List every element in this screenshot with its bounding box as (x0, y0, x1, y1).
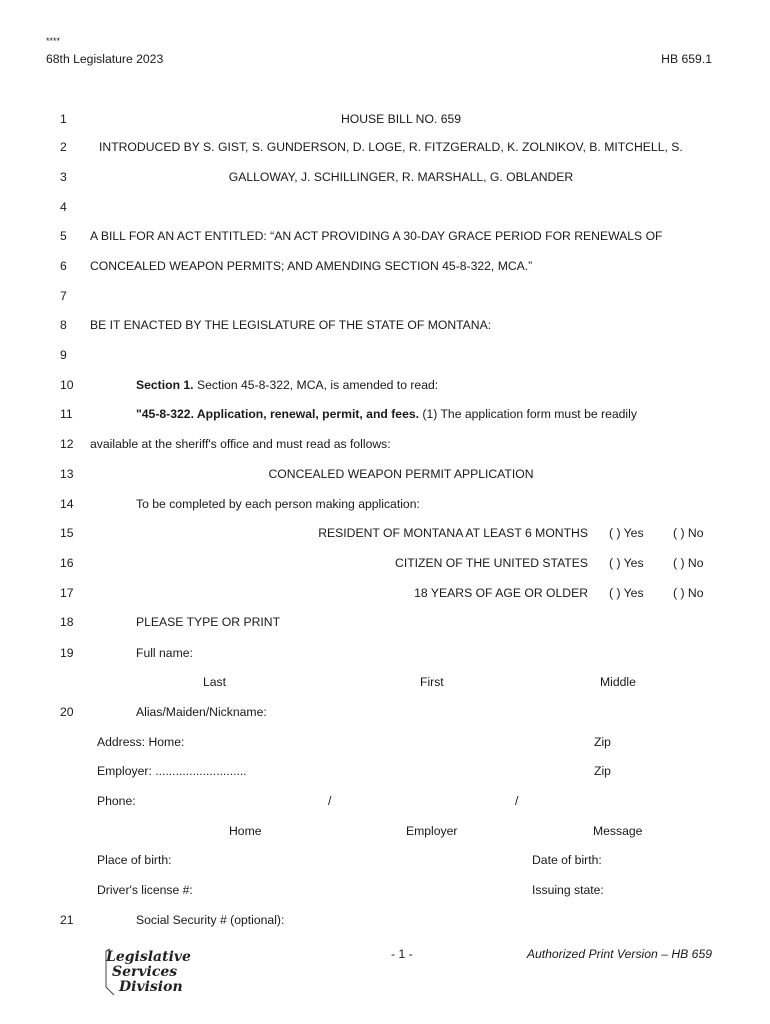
act-title-line-1: A BILL FOR AN ACT ENTITLED: “AN ACT PROVIDING A 30-DAY GRACE PERIOD FOR RENEWALS OF (90, 229, 663, 243)
issuing-state-label: Issuing state: (532, 883, 604, 897)
statute-text: (1) The application form must be readily (419, 407, 637, 421)
phone-message-label: Message (593, 824, 643, 838)
print-version-label: Authorized Print Version – HB 659 (526, 947, 712, 961)
sponsors-line-2: GALLOWAY, J. SCHILLINGER, R. MARSHALL, G. OBLANDER (228, 170, 574, 184)
act-title-line-2: CONCEALED WEAPON PERMITS; AND AMENDING SECTION 45-8-322, MCA.” (90, 259, 533, 273)
age-yes-option: ( ) Yes (609, 586, 644, 600)
line-number: 16 (60, 556, 74, 570)
name-middle-label: Middle (600, 675, 636, 689)
phone-separator: / (328, 794, 332, 808)
legislative-services-logo (100, 947, 190, 999)
statute-heading (136, 407, 637, 421)
line-number: 6 (60, 259, 67, 273)
citizen-no-option: ( ) No (673, 556, 704, 570)
question-citizen: CITIZEN OF THE UNITED STATES (395, 556, 588, 570)
employer-zip-label: Zip (594, 764, 611, 778)
alias-label: Alias/Maiden/Nickname: (136, 705, 267, 719)
line-number: 9 (60, 348, 67, 362)
print-note: PLEASE TYPE OR PRINT (136, 615, 281, 629)
line-number: 1 (60, 112, 67, 126)
ssn-label: Social Security # (optional): (136, 913, 285, 927)
full-name-label: Full name: (136, 646, 193, 660)
line-number: 2 (60, 140, 67, 154)
citizen-yes-option: ( ) Yes (609, 556, 644, 570)
line-number: 4 (60, 200, 67, 214)
address-zip-label: Zip (594, 735, 611, 749)
age-no-option: ( ) No (673, 586, 704, 600)
line-number: 10 (60, 378, 74, 392)
line-number: 18 (60, 615, 74, 629)
phone-separator: / (515, 794, 519, 808)
line-number: 8 (60, 318, 67, 332)
form-heading: CONCEALED WEAPON PERMIT APPLICATION (268, 467, 534, 481)
phone-label: Phone: (97, 794, 136, 808)
line-number: 7 (60, 289, 67, 303)
logo-line-legislative: Legislative (106, 949, 191, 965)
section-text: Section 45-8-322, MCA, is amended to read: (193, 378, 439, 392)
drivers-license-label: Driver's license #: (97, 883, 193, 897)
phone-employer-label: Employer (406, 824, 458, 838)
line-number: 3 (60, 170, 67, 184)
line-number: 12 (60, 437, 74, 451)
enacting-clause: BE IT ENACTED BY THE LEGISLATURE OF THE STATE OF MONTANA: (90, 318, 492, 332)
line-number: 20 (60, 705, 74, 719)
date-of-birth-label: Date of birth: (532, 853, 602, 867)
bill-title: HOUSE BILL NO. 659 (340, 112, 462, 126)
sponsors-line-1: INTRODUCED BY S. GIST, S. GUNDERSON, D. LOGE, R. FITZGERALD, K. ZOLNIKOV, B. MITCHELL, S. (99, 140, 683, 154)
resident-yes-option: ( ) Yes (609, 526, 644, 540)
logo-line-division: Division (119, 979, 183, 995)
session-label: 68th Legislature 2023 (46, 52, 164, 66)
line-number: 19 (60, 646, 74, 660)
line-number: 15 (60, 526, 74, 540)
line-number: 21 (60, 913, 74, 927)
line-number: 5 (60, 229, 67, 243)
name-last-label: Last (203, 675, 227, 689)
line-number: 17 (60, 586, 74, 600)
employer-label: Employer: ........................... (97, 764, 247, 778)
line-number: 14 (60, 497, 74, 511)
statute-continuation: available at the sheriff's office and must read as follows: (90, 437, 391, 451)
phone-home-label: Home (229, 824, 262, 838)
bill-id: HB 659.1 (661, 52, 712, 66)
question-age: 18 YEARS OF AGE OR OLDER (414, 586, 588, 600)
question-resident: RESIDENT OF MONTANA AT LEAST 6 MONTHS (318, 526, 588, 540)
line-number: 13 (60, 467, 74, 481)
resident-no-option: ( ) No (673, 526, 704, 540)
statute-label: "45-8-322. Application, renewal, permit, and fees. (136, 407, 420, 421)
line-number: 11 (60, 407, 73, 421)
place-of-birth-label: Place of birth: (97, 853, 172, 867)
header-stars: **** (46, 36, 61, 46)
section-heading (136, 378, 438, 392)
logo-line-services: Services (112, 964, 178, 980)
address-label: Address: Home: (97, 735, 185, 749)
name-first-label: First (420, 675, 444, 689)
form-instruction: To be completed by each person making application: (136, 497, 420, 511)
section-label: Section 1. (136, 378, 194, 392)
page-number: - 1 - (391, 947, 413, 961)
